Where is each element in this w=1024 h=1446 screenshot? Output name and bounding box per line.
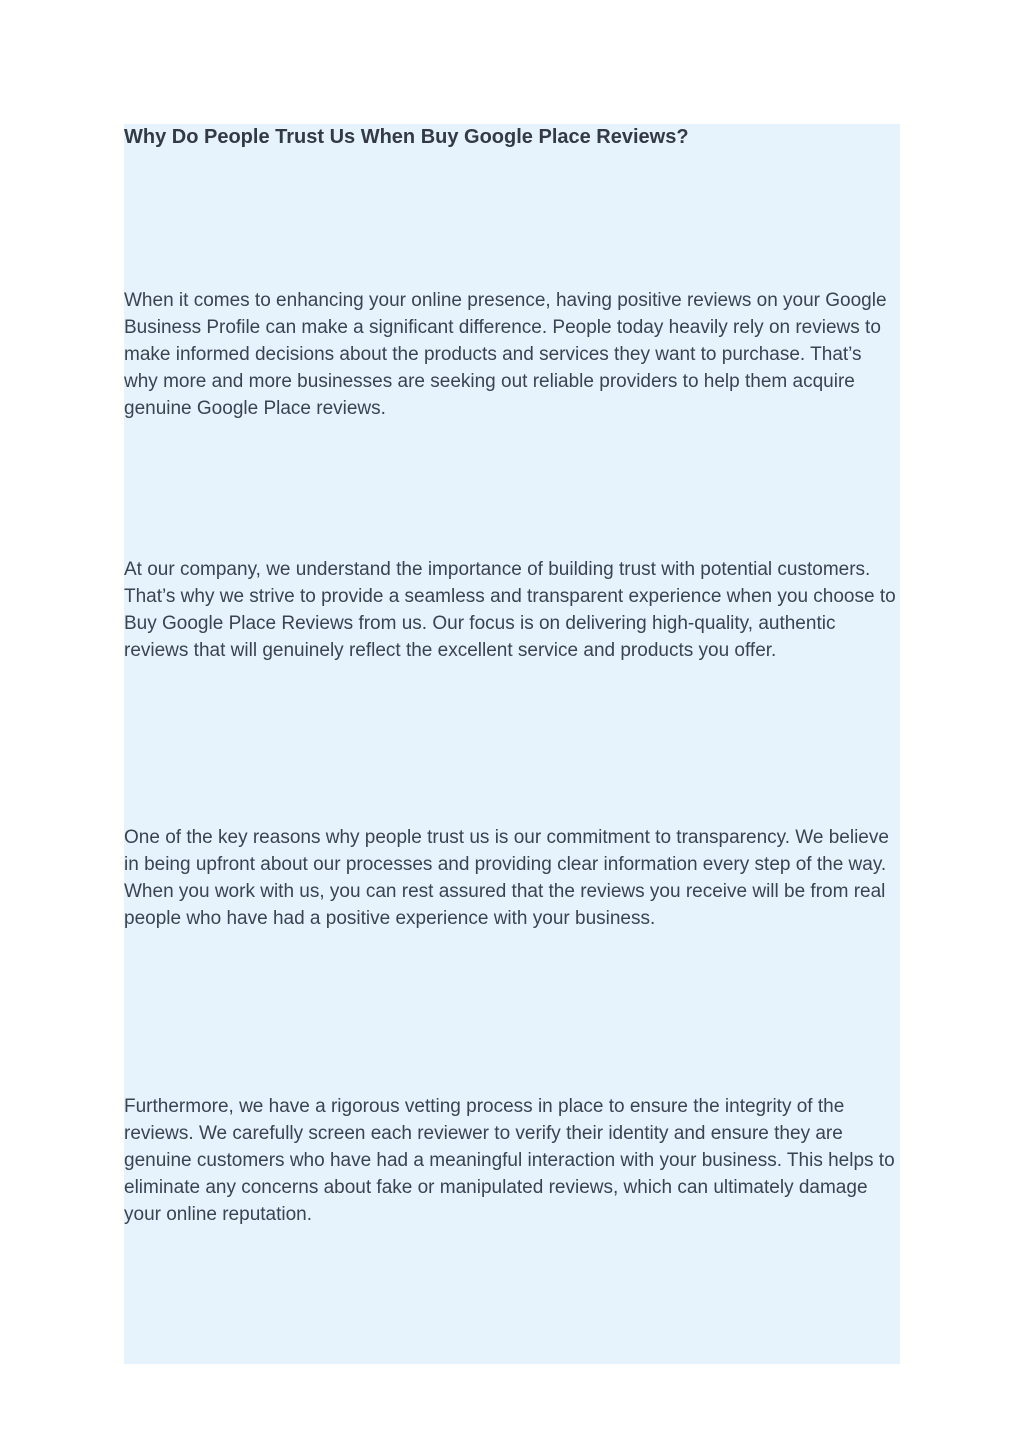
page-title: Why Do People Trust Us When Buy Google Place Reviews? (124, 126, 689, 148)
paragraph-transparency: One of the key reasons why people trust us is our commitment to transparency. We believe in being upfront about our processes and providing clear information every step of the way. When you work with us, you can rest assured that the reviews you receive will be from real people who have had a positive experience with your business. (124, 827, 889, 929)
paragraph-intro: When it comes to enhancing your online presence, having positive reviews on your Google Business Profile can make a significant difference. People today heavily rely on reviews to make informed decisions about the products and services they want to purchase. That’s why more and more businesses are seeking out reliable providers to help them acquire genuine Google Place reviews. (124, 290, 887, 419)
paragraph-company: At our company, we understand the importance of building trust with potential customers. That’s why we strive to provide a seamless and transparent experience when you choose to Buy Google Place Reviews from us. Our focus is on delivering high-quality, authentic reviews that will genuinely reflect the excellent service and products you offer. (124, 559, 896, 661)
paragraph-vetting: Furthermore, we have a rigorous vetting process in place to ensure the integrity of the reviews. We carefully screen each reviewer to verify their identity and ensure they are genuine customers who have had a meaningful interaction with your business. This helps to eliminate any concerns about fake or manipulated reviews, which can ultimately damage your online reputation. (124, 1096, 895, 1225)
